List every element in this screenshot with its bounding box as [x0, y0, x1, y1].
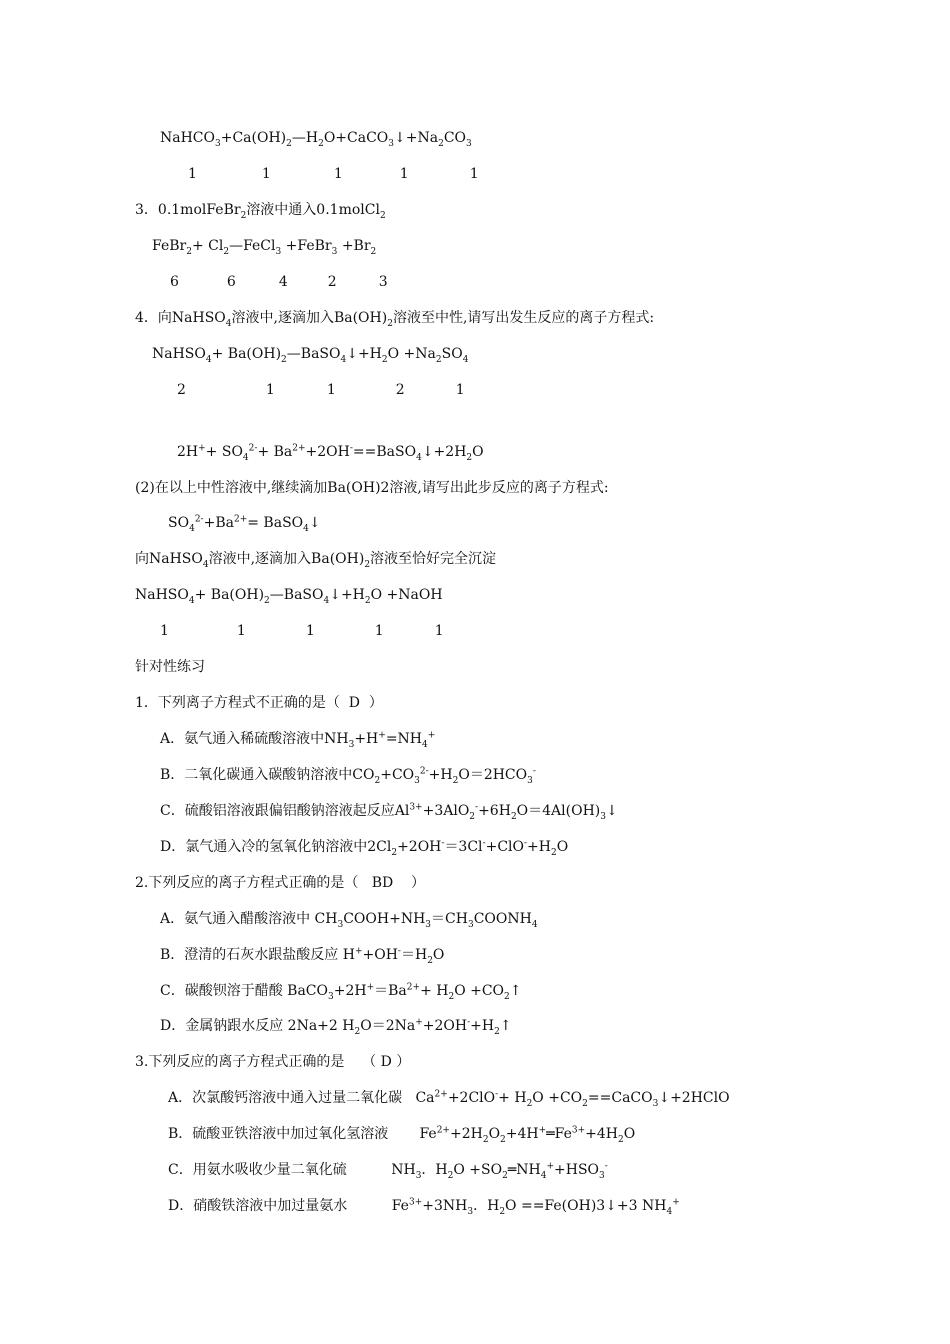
coefficients-nahco3 — [188, 165, 479, 183]
coefficient: 1 — [333, 166, 343, 182]
coefficient: 1 — [305, 623, 315, 639]
problem-1-option-a: A．氨气通入稀硫酸溶液中$NH_3+H^+=NH_4^+$ — [160, 730, 436, 750]
equation-nahco3: $NaHCO_3+Ca(OH)_2—H_2O+CaCO_3↓+Na_2CO_3$ — [160, 130, 472, 149]
coefficient: 3 — [378, 274, 388, 290]
problem-1-option-b: B．二氧化碳通入碳酸钠溶液中$CO_2+CO_3^{2-}+H_2O=2HCO_3^-$ — [160, 766, 536, 786]
coefficient: 1 — [261, 166, 271, 182]
problem-2-option-d: D．金属钠跟水反应 2Na+2 $H_2O=2Na^++2OH^-+H_2↑$ — [160, 1017, 512, 1037]
coefficient: 2 — [177, 382, 186, 398]
problem-3-option-a: A．次氯酸钙溶液中通入过量二氧化碳 $Ca^{2+}+2ClO^-+ H_2O$ $+CO_2==CaCO_3↓+2HClO$ — [168, 1089, 730, 1109]
coefficient: 2 — [327, 274, 337, 290]
coefficient: 1 — [399, 166, 409, 182]
ionic-equation-2: $SO_4^{2-}+Ba^{2+}=$ BaSO$_4$↓ — [168, 514, 321, 534]
question-4-part-3: 向NaHSO$_4$溶液中,逐滴加入$Ba(OH)_2$溶液至恰好完全沉淀 — [135, 551, 497, 570]
coefficient: 1 — [434, 623, 444, 639]
coefficient: 1 — [236, 623, 246, 639]
coefficient: 1 — [374, 623, 384, 639]
problem-3: 3.下列反应的离子方程式正确的是 （ D ） — [135, 1054, 411, 1070]
problem-2-option-b: B．澄清的石灰水跟盐酸反应 $H^++OH^-=H_2O$ — [160, 946, 445, 966]
question-4: 4．向NaHSO$_4$溶液中,逐滴加入$Ba(OH)_2$溶液至中性,请写出发生反应的离子方程式: — [135, 310, 655, 329]
question-4-part-2: (2)在以上中性溶液中,继续滴加Ba(OH)2溶液,请写出此步反应的离子方程式: — [135, 480, 609, 496]
coefficient: 1 — [160, 623, 169, 639]
problem-3-option-b: B．硫酸亚铁溶液中加过氧化氢溶液 $Fe^{2+}+2H_2O_2+4H^+═Fe^{3+}+4H_2O$ — [168, 1125, 636, 1145]
problem-1: 1．下列离子方程式不正确的是（ D ） — [135, 695, 383, 711]
coefficients-nahso4-neutral — [177, 381, 465, 399]
problem-1-option-c: C．硫酸铝溶液跟偏铝酸钠溶液起反应$Al^{3+}+3AlO_2^-+6H_2O=4Al(OH)_3↓$ — [160, 802, 618, 822]
coefficients-febr2 — [170, 273, 388, 291]
problem-2-option-c: C．碳酸钡溶于醋酸 $BaCO_3+2H^+=Ba^{2+}+ H_2O$ $+CO_2↑$ — [160, 982, 522, 1002]
coefficient: 6 — [226, 274, 236, 290]
coefficient: 4 — [278, 274, 288, 290]
problem-1-option-d: D．氯气通入冷的氢氧化钠溶液中$2Cl_2+2OH^-=3Cl^-+ClO^-+H_2O$ — [160, 838, 569, 858]
equation-nahso4-neutral: NaHSO$_4$+ $Ba(OH)_2—BaSO_4↓+H_2O +Na_2SO_4$ — [152, 346, 469, 365]
coefficient: 1 — [265, 382, 275, 398]
coefficient: 1 — [188, 166, 197, 182]
problem-2-option-a: A．氨气通入醋酸溶液中 $CH_3COOH+NH_3=CH_3COONH_4$ — [160, 911, 538, 930]
problem-2: 2.下列反应的离子方程式正确的是（ BD ） — [135, 875, 426, 891]
question-3: 3．0.1molFeBr$_2$溶液中通入0.1molCl$_2$ — [135, 202, 386, 221]
coefficient: 1 — [469, 166, 479, 182]
coefficient: 6 — [170, 274, 179, 290]
coefficient: 1 — [455, 382, 465, 398]
equation-febr2: FeBr$_2$+ $Cl_2—FeCl_3$ +FeBr$_3$ $+Br_2$ — [152, 238, 377, 257]
problem-3-option-d: D．硝酸铁溶液中加过量氨水 $Fe^{3+}+3NH_3$．$H_2O$ ==Fe(OH)3↓+3 $NH_4^+$ — [168, 1197, 680, 1217]
coefficients-nahso4-precipitate — [160, 622, 444, 640]
coefficient: 2 — [395, 382, 405, 398]
coefficient: 1 — [326, 382, 336, 398]
ionic-equation-1: $2H^++ SO_4^{2-}+$ $Ba^{2+}+2OH^-==BaSO_4↓+2H_2O$ — [177, 443, 484, 463]
equation-nahso4-precipitate: NaHSO$_4$+ $Ba(OH)_2—BaSO_4↓+H_2O$ +NaOH — [135, 587, 443, 606]
section-title: 针对性练习 — [135, 659, 205, 675]
problem-3-option-c: C．用氨水吸收少量二氧化硫 $NH_3$．$H_2O$ $+SO_2═NH_4^++HSO_3^-$ — [168, 1161, 608, 1181]
